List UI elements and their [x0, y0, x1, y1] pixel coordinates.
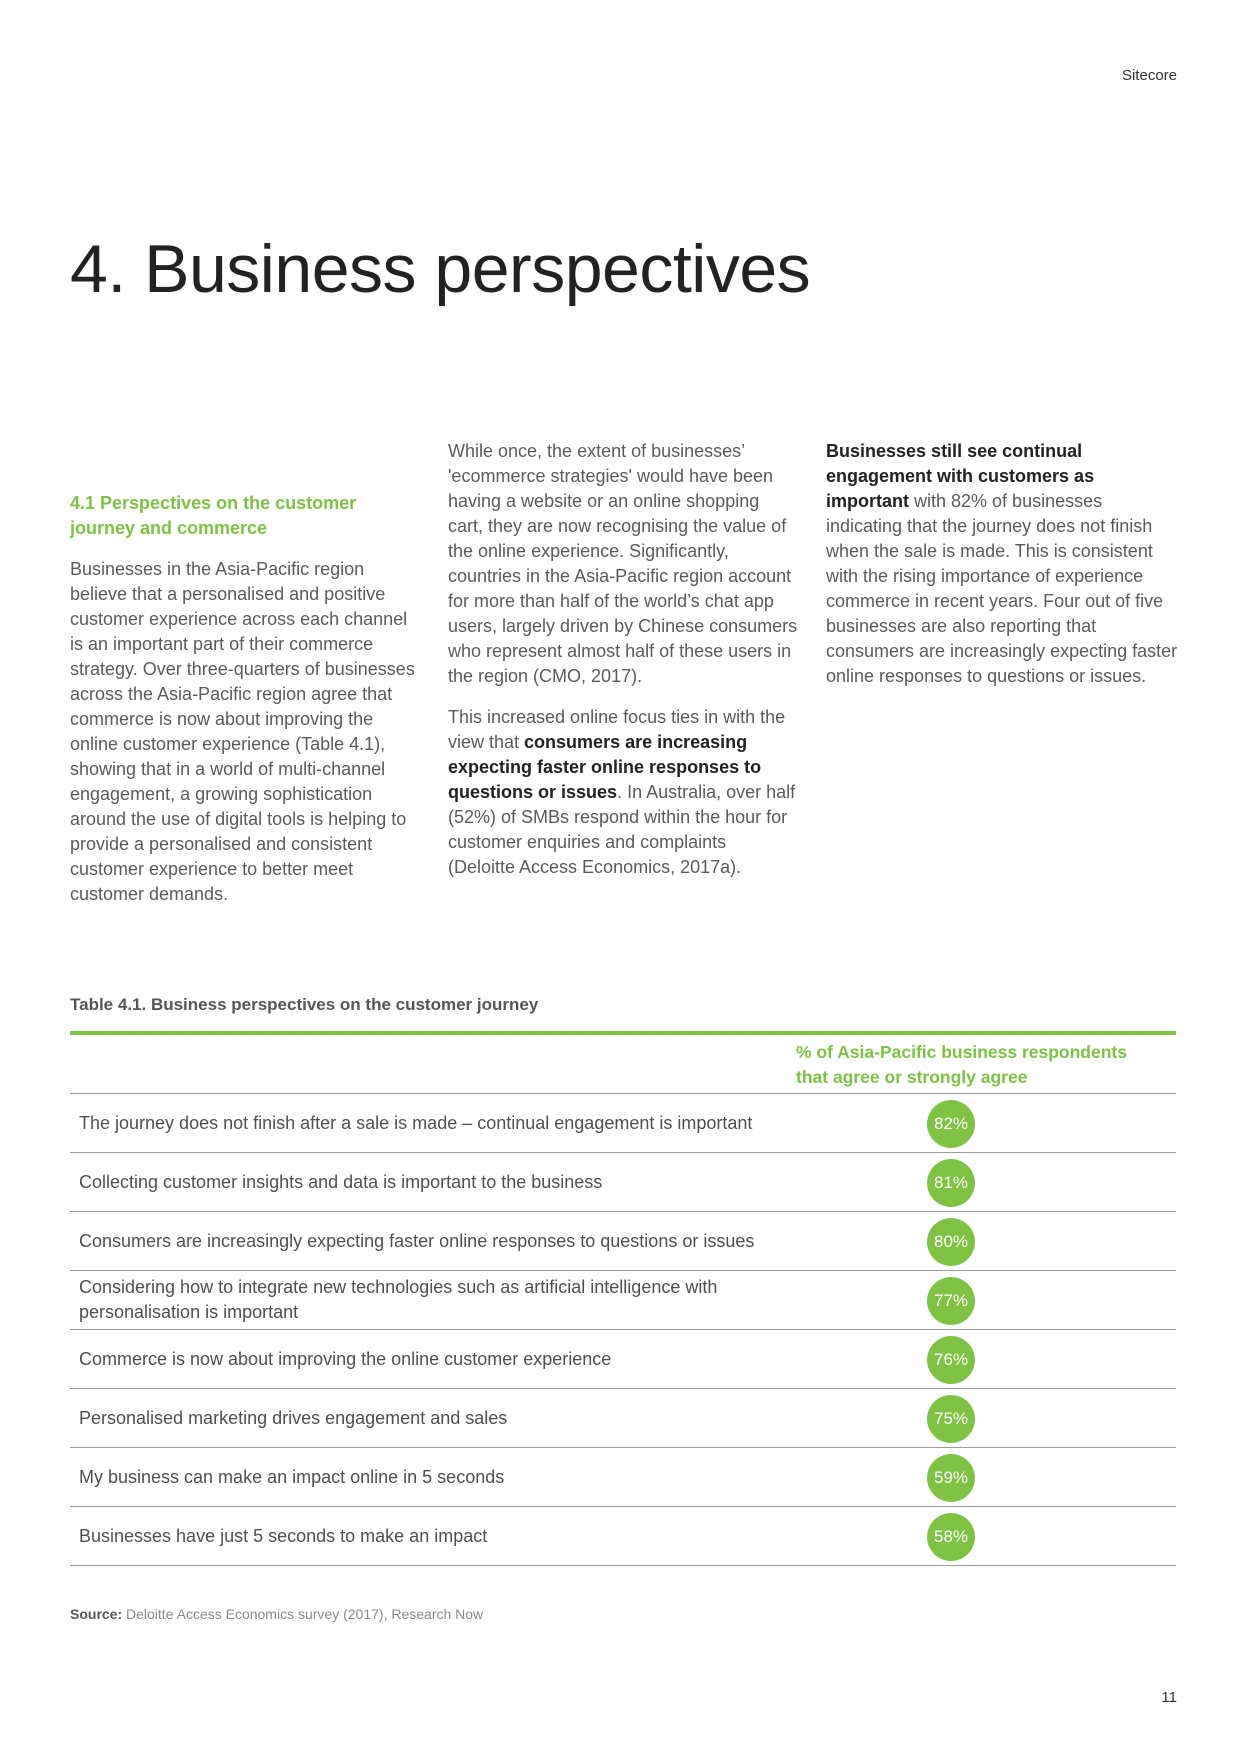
table-row — [70, 1271, 1176, 1330]
column-3-text: with 82% of businesses indicating that the journey does not finish when the sale is made. This is consistent with the rising importance of experience commerce in recent years. Four out of five businesses are also reporting that consumers are increasingly expecting faster online responses to questions or issues. — [826, 491, 1178, 686]
column-2-text-b: . In Australia, over half (52%) of SMBs respond within the hour for customer enquiries and complaints (Deloitte Access Economics, 2017a). — [448, 782, 796, 877]
table-row — [70, 1094, 1176, 1153]
source-note — [70, 1606, 483, 1622]
table-row — [70, 1153, 1176, 1212]
column-3-bold-text: Businesses still see continual engagement with customers as important — [826, 441, 1095, 511]
row-label: Personalised marketing drives engagement and sales — [79, 1407, 508, 1428]
row-label: Commerce is now about improving the online customer experience — [79, 1348, 612, 1369]
table-column-header: % of Asia-Pacific business respondents that agree or strongly agree — [796, 1042, 1127, 1087]
table-row — [70, 1330, 1176, 1389]
table-row — [70, 1448, 1176, 1507]
perspectives-table — [70, 1031, 1176, 1566]
column-2-paragraph-2 — [448, 705, 798, 880]
column-2-bold-text: consumers are increasing expecting faster online responses to questions or issues — [448, 732, 762, 802]
source-text: Deloitte Access Economics survey (2017), Research Now — [122, 1606, 484, 1622]
row-label: The journey does not finish after a sale is made – continual engagement is important — [79, 1112, 753, 1133]
table-header — [70, 1035, 1176, 1094]
percentage-badge: 81% — [927, 1159, 975, 1207]
column-2 — [448, 439, 798, 896]
column-1-paragraph: Businesses in the Asia-Pacific region believe that a personalised and positive customer experience across each channel is an important part of their commerce strategy. Over three-quarters of businesses across the Asia-Pacific region agree that commerce is now about improving the online customer experience (Table 4.1), showing that in a world of multi-channel engagement, a growing sophistication around the use of digital tools is helping to provide a personalised and consistent customer experience to better meet customer demands. — [70, 559, 415, 904]
table-row — [70, 1507, 1176, 1566]
page-title: 4. Business perspectives — [70, 231, 811, 307]
row-label: Collecting customer insights and data is important to the business — [79, 1171, 603, 1192]
column-3 — [826, 439, 1178, 705]
percentage-badge: 59% — [927, 1454, 975, 1502]
column-3-paragraph — [826, 439, 1178, 689]
section-heading: 4.1 Perspectives on the customer journey and commerce — [70, 493, 357, 538]
percentage-badge: 82% — [927, 1100, 975, 1148]
row-label: Businesses have just 5 seconds to make an impact — [79, 1525, 488, 1546]
percentage-badge: 75% — [927, 1395, 975, 1443]
page-number: 11 — [1161, 1689, 1177, 1706]
row-label: Consumers are increasingly expecting faster online responses to questions or issues — [79, 1230, 755, 1251]
percentage-badge: 76% — [927, 1336, 975, 1384]
source-label: Source: — [70, 1606, 123, 1622]
table-row — [70, 1212, 1176, 1271]
percentage-badge: 77% — [927, 1277, 975, 1325]
column-1 — [70, 491, 420, 923]
percentage-badge: 58% — [927, 1513, 975, 1561]
column-2-text-a: This increased online focus ties in with the view that — [448, 707, 786, 752]
table-caption: Table 4.1. Business perspectives on the customer journey — [70, 995, 539, 1014]
table-row — [70, 1389, 1176, 1448]
row-label: Considering how to integrate new technologies such as artificial intelligence with personalisation is important — [79, 1277, 718, 1322]
table-body — [70, 1094, 1176, 1566]
percentage-badge: 80% — [927, 1218, 975, 1266]
column-2-paragraph-1: While once, the extent of businesses’ 'ecommerce strategies' would have been having a website or an online shopping cart, they are now recognising the value of the online experience. Significantly, countries in the Asia-Pacific region account for more than half of the world’s chat app users, largely driven by Chinese consumers who represent almost half of these users in the region (CMO, 2017). — [448, 441, 798, 686]
header-brand: Sitecore — [1121, 67, 1177, 84]
row-label: My business can make an impact online in 5 seconds — [79, 1466, 505, 1487]
